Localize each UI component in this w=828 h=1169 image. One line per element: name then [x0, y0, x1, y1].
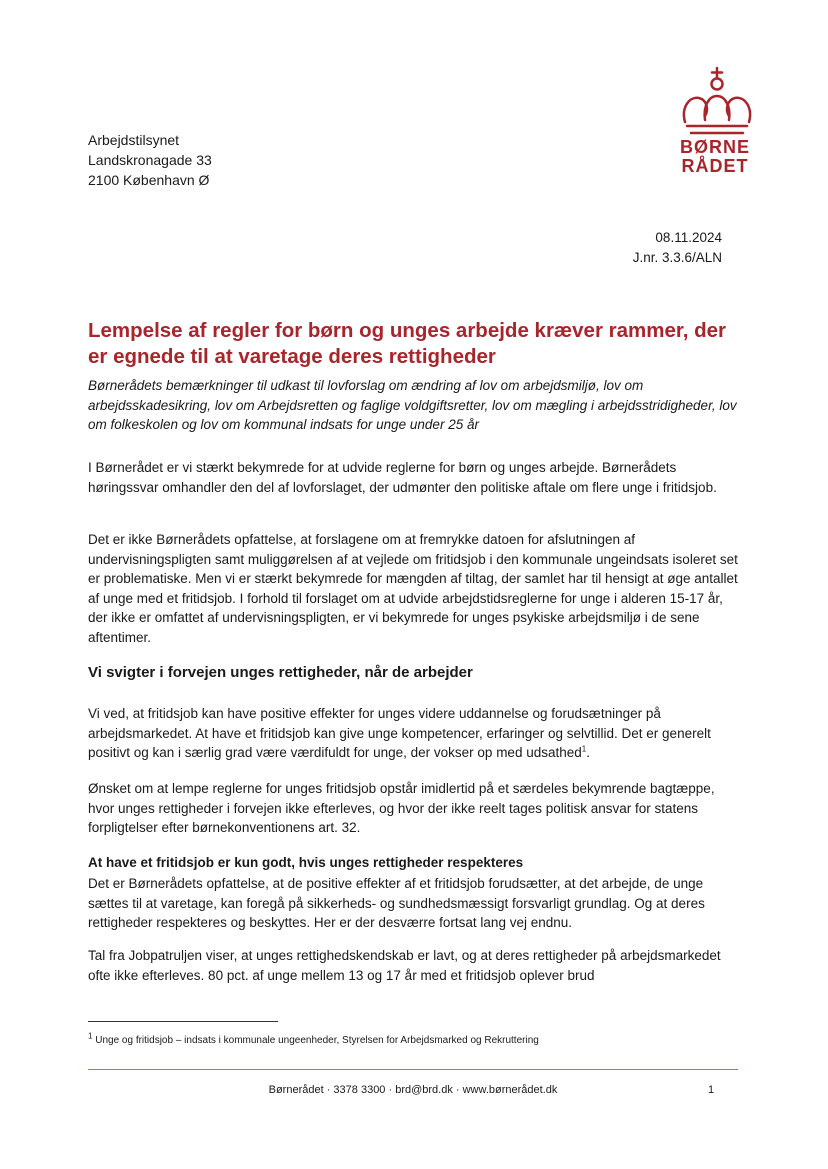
crown-icon — [675, 66, 755, 138]
section-heading: Vi svigter i forvejen unges rettigheder, når de arbejder — [88, 664, 473, 681]
paragraph: Det er Børnerådets opfattelse, at de positive effekter af et fritidsjob forudsætter, at det arbejde, de unge sættes til at varetage, kan foregå på sikkerheds- og sundhedsmæssigt forsvarligt grundlag. Og at deres rettigheder respekteres og beskyttes. Her er der desværre fortsat lang vej endnu. — [88, 876, 705, 930]
paragraph-end: . — [586, 745, 590, 760]
footer-contact: Børnerådet · 3378 3300 · brd@brd.dk · www.børnerådet.dk — [268, 1084, 558, 1096]
address-line: 2100 København Ø — [88, 172, 210, 188]
subsection-heading: At have et fritidsjob er kun godt, hvis unges rettigheder respekteres — [88, 855, 524, 870]
paragraph: Det er ikke Børnerådets opfattelse, at forslagene om at fremrykke datoen for afslutningen af undervisningspligten samt muliggørelsen af at vejlede om fritidsjob i den kommunale ungeindsats isoleret set er problematiske. Men vi er stærkt bekymrede for mængden af tiltag, der samlet har til hensigt at øge antallet af unge med et fritidsjob. I forhold til forslaget om at udvide arbejdstidsreglerne for unge i alderen 15-17 år, der ikke er omfattet af undervisningspligten, er vi bekymrede for unges psykiske arbejdsmiljø i de sene aftentimer. — [88, 532, 738, 645]
paragraph — [88, 704, 738, 763]
recipient-address — [88, 130, 212, 190]
address-line: Landskronagade 33 — [88, 152, 212, 168]
document-title: Lempelse af regler for børn og unges arbejde kræver rammer, der er egnede til at varetage deres rettigheder — [88, 319, 727, 368]
document-date: 08.11.2024 — [655, 230, 722, 245]
document-subtitle: Børnerådets bemærkninger til udkast til lovforslag om ændring af lov om arbejdsmiljø, lov om arbejdsskadesikring, lov om Arbejdsretten og faglige voldgiftsretter, lov om mægling i arbejdsstridigheder, lov om folkeskolen og lov om kommunal indsats for unge under 25 år — [88, 378, 737, 432]
paragraph: I Børnerådet er vi stærkt bekymrede for at udvide reglerne for børn og unges arbejde. Børnerådets høringssvar omhandler den del af lovforslaget, der udmønter den politiske aftale om flere unge i fritidsjob. — [88, 460, 717, 495]
paragraph-text: Vi ved, at fritidsjob kan have positive effekter for unges videre uddannelse og forudsætninger på arbejdsmarkedet. At have et fritidsjob kan give unge kompetencer, erfaringer og selvtillid. Det er generelt positivt og kan i særlig grad være værdifuldt for unge, der vokser op med udsathed — [88, 706, 711, 760]
borneraadet-logo — [672, 66, 758, 176]
footnote-divider — [88, 1021, 278, 1022]
logo-word-2: RÅDET — [681, 156, 749, 176]
paragraph: Ønsket om at lempe reglerne for unges fritidsjob opstår imidlertid på et særdeles bekymrende bagtæppe, hvor unges rettigheder i forvejen ikke efterleves, og hvor der ikke reelt tages politisk ansvar for statens forpligtelser efter børnekonventionens art. 32. — [88, 781, 715, 835]
journal-number: J.nr. 3.3.6/ALN — [632, 250, 722, 265]
document-meta — [633, 228, 722, 268]
page-number: 1 — [708, 1084, 715, 1096]
footnote-ref[interactable]: 1 — [581, 744, 587, 754]
footnote-number: 1 — [88, 1031, 93, 1041]
logo-word-1: BØRNE — [679, 137, 750, 157]
footnote-text: Unge og fritidsjob – indsats i kommunale ungeenheder, Styrelsen for Arbejdsmarked og Rekruttering — [92, 1035, 539, 1046]
address-line: Arbejdstilsynet — [88, 132, 180, 148]
footnote — [88, 1031, 539, 1048]
paragraph: Tal fra Jobpatruljen viser, at unges rettighedskendskab er lavt, og at deres rettigheder på arbejdsmarkedet ofte ikke efterleves. 80 pct. af unge mellem 13 og 17 år med et fritidsjob oplever brud — [88, 948, 721, 983]
footer-divider — [88, 1069, 738, 1070]
